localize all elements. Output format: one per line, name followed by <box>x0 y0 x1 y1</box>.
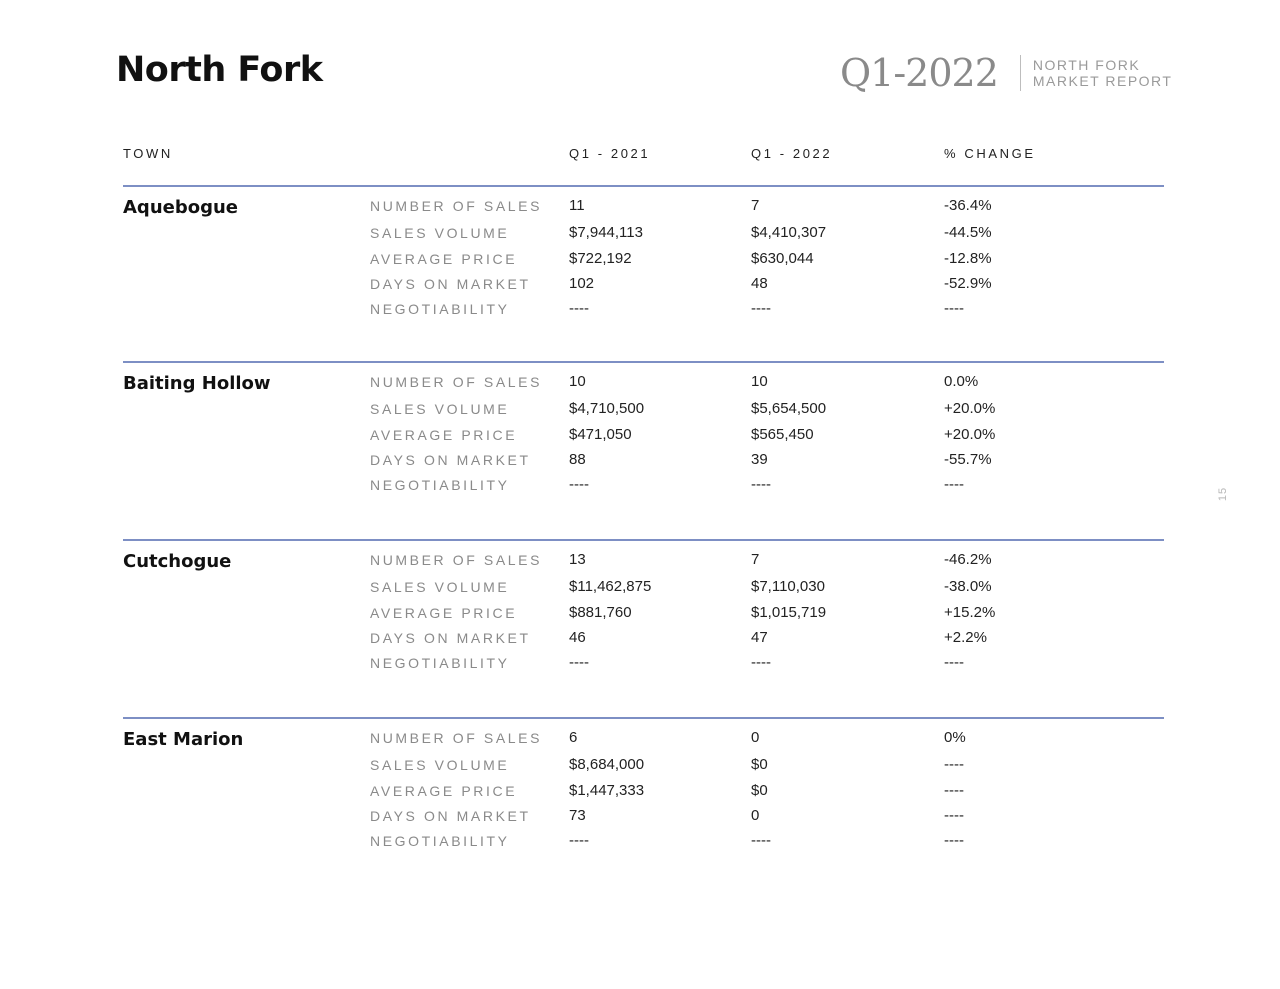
value-q1-2021: ---- <box>569 832 589 849</box>
metric-label: DAYS ON MARKET <box>370 276 531 292</box>
column-header-town: TOWN <box>123 146 173 161</box>
report-name-line2: MARKET REPORT <box>1032 73 1173 89</box>
value-q1-2022: $565,450 <box>751 426 814 443</box>
metric-row <box>123 373 1164 395</box>
value-change: ---- <box>944 476 964 493</box>
value-q1-2022: $630,044 <box>751 250 814 267</box>
metric-row <box>123 400 1164 422</box>
metric-label: SALES VOLUME <box>370 225 510 241</box>
value-q1-2022: ---- <box>751 832 771 849</box>
value-change: -38.0% <box>944 578 992 595</box>
value-q1-2021: $1,447,333 <box>569 782 645 799</box>
value-change: +2.2% <box>944 629 987 646</box>
metric-label: NUMBER OF SALES <box>370 552 543 568</box>
metric-label: DAYS ON MARKET <box>370 630 531 646</box>
metric-row <box>123 250 1164 272</box>
metric-label: NEGOTIABILITY <box>370 655 510 671</box>
value-change: +20.0% <box>944 400 996 417</box>
value-q1-2022: 10 <box>751 373 768 390</box>
town-name: Cutchogue <box>123 551 232 572</box>
metric-label: NUMBER OF SALES <box>370 730 543 746</box>
metric-row <box>123 807 1164 829</box>
metric-label: AVERAGE PRICE <box>370 605 518 621</box>
metric-row <box>123 629 1164 651</box>
report-name <box>1033 57 1173 89</box>
value-q1-2022: 47 <box>751 629 768 646</box>
value-change: 0.0% <box>944 373 979 390</box>
metric-label: NEGOTIABILITY <box>370 477 510 493</box>
value-q1-2021: 10 <box>569 373 586 390</box>
value-change: ---- <box>944 832 964 849</box>
town-name: Aquebogue <box>123 197 238 218</box>
value-q1-2022: ---- <box>751 654 771 671</box>
value-q1-2022: $0 <box>751 756 768 773</box>
value-change: +20.0% <box>944 426 996 443</box>
value-q1-2021: $7,944,113 <box>569 224 643 241</box>
value-q1-2021: 11 <box>569 197 585 214</box>
value-q1-2021: $11,462,875 <box>569 578 652 595</box>
metric-label: NUMBER OF SALES <box>370 374 543 390</box>
metric-label: SALES VOLUME <box>370 401 510 417</box>
value-q1-2021: $4,710,500 <box>569 400 645 417</box>
metric-label: AVERAGE PRICE <box>370 783 518 799</box>
value-change: -44.5% <box>944 224 992 241</box>
page-title: North Fork <box>116 50 323 90</box>
metric-row <box>123 604 1164 626</box>
value-change: ---- <box>944 300 964 317</box>
value-q1-2022: 0 <box>751 729 760 746</box>
section-divider <box>123 539 1164 541</box>
value-q1-2022: $5,654,500 <box>751 400 827 417</box>
metric-row <box>123 654 1164 676</box>
value-change: -12.8% <box>944 250 992 267</box>
metric-row <box>123 451 1164 473</box>
section-divider <box>123 185 1164 187</box>
metric-label: NEGOTIABILITY <box>370 833 510 849</box>
value-q1-2021: $722,192 <box>569 250 632 267</box>
metric-row <box>123 756 1164 778</box>
metric-row <box>123 729 1164 751</box>
metric-row <box>123 197 1164 219</box>
value-q1-2022: $1,015,719 <box>751 604 827 621</box>
value-change: ---- <box>944 756 964 773</box>
column-header-q1-2022: Q1 - 2022 <box>751 146 833 161</box>
value-q1-2022: $0 <box>751 782 768 799</box>
value-change: ---- <box>944 782 964 799</box>
metric-row <box>123 832 1164 854</box>
value-q1-2022: ---- <box>751 300 771 317</box>
metric-row <box>123 476 1164 498</box>
section-divider <box>123 361 1164 363</box>
report-name-line1: NORTH FORK <box>1032 57 1141 73</box>
value-q1-2021: $8,684,000 <box>569 756 645 773</box>
metric-label: NEGOTIABILITY <box>370 301 510 317</box>
value-q1-2021: $881,760 <box>569 604 632 621</box>
metric-label: NUMBER OF SALES <box>370 198 543 214</box>
column-header-change: % CHANGE <box>944 146 1036 161</box>
value-q1-2021: ---- <box>569 300 589 317</box>
value-change: -55.7% <box>944 451 992 468</box>
value-q1-2021: 73 <box>569 807 586 824</box>
value-change: +15.2% <box>944 604 996 621</box>
value-change: -36.4% <box>944 197 992 214</box>
value-q1-2022: 7 <box>751 551 760 568</box>
value-q1-2021: ---- <box>569 654 589 671</box>
badge-divider <box>1020 55 1021 91</box>
metric-label: AVERAGE PRICE <box>370 251 518 267</box>
value-change: -46.2% <box>944 551 992 568</box>
value-q1-2021: $471,050 <box>569 426 632 443</box>
value-q1-2021: 46 <box>569 629 586 646</box>
value-change: ---- <box>944 654 964 671</box>
metric-label: SALES VOLUME <box>370 579 510 595</box>
metric-row <box>123 224 1164 246</box>
metric-row <box>123 426 1164 448</box>
value-change: ---- <box>944 807 964 824</box>
value-q1-2022: 0 <box>751 807 760 824</box>
metric-row <box>123 782 1164 804</box>
page-number: 15 <box>1217 486 1230 502</box>
value-q1-2022: $4,410,307 <box>751 224 827 241</box>
value-change: 0% <box>944 729 966 746</box>
value-q1-2022: 39 <box>751 451 768 468</box>
metric-row <box>123 578 1164 600</box>
report-period: Q1-2022 <box>840 51 998 95</box>
value-q1-2021: 13 <box>569 551 586 568</box>
value-q1-2022: ---- <box>751 476 771 493</box>
metric-label: AVERAGE PRICE <box>370 427 518 443</box>
value-q1-2021: 6 <box>569 729 578 746</box>
metric-label: SALES VOLUME <box>370 757 510 773</box>
metric-label: DAYS ON MARKET <box>370 808 531 824</box>
report-badge <box>840 50 1172 96</box>
value-q1-2021: 102 <box>569 275 595 292</box>
section-divider <box>123 717 1164 719</box>
value-q1-2021: ---- <box>569 476 589 493</box>
metric-label: DAYS ON MARKET <box>370 452 531 468</box>
value-q1-2022: 48 <box>751 275 768 292</box>
town-name: Baiting Hollow <box>123 373 271 394</box>
column-header-q1-2021: Q1 - 2021 <box>569 146 651 161</box>
value-change: -52.9% <box>944 275 992 292</box>
metric-row <box>123 275 1164 297</box>
value-q1-2021: 88 <box>569 451 586 468</box>
value-q1-2022: 7 <box>751 197 760 214</box>
metric-row <box>123 551 1164 573</box>
town-name: East Marion <box>123 729 244 750</box>
metric-row <box>123 300 1164 322</box>
value-q1-2022: $7,110,030 <box>751 578 825 595</box>
